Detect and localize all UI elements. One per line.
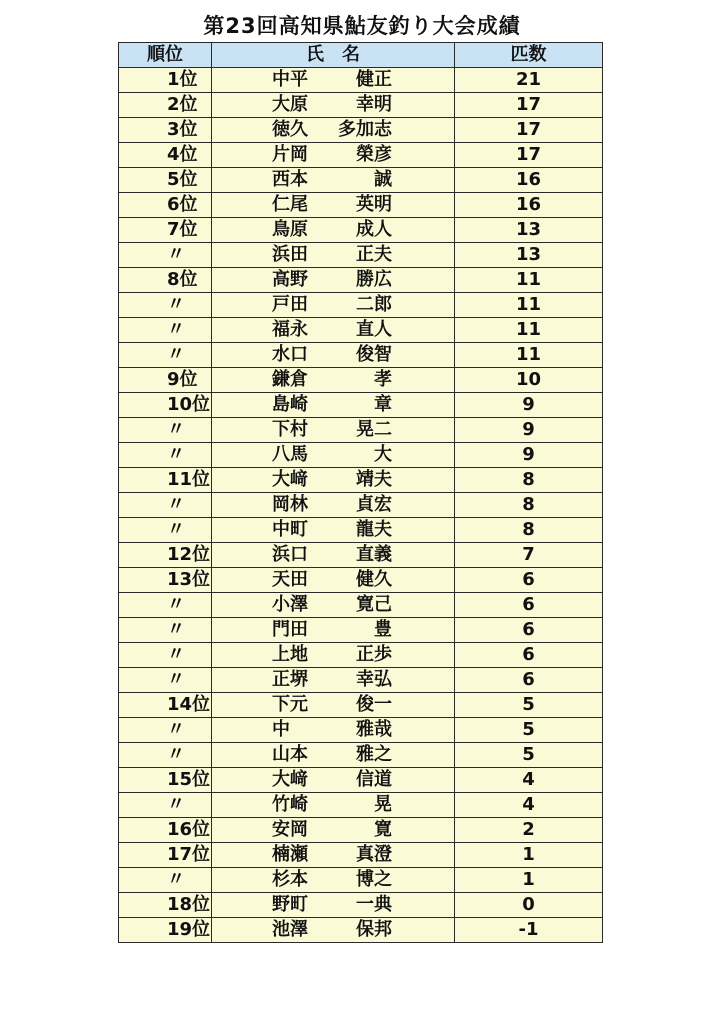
participant-name: [272, 643, 392, 667]
participant-name: [272, 743, 392, 767]
table-row: [119, 893, 603, 918]
table-row: [119, 93, 603, 118]
count-cell: 7: [455, 543, 603, 568]
name-cell: [212, 343, 455, 368]
given-name: 多加志: [338, 119, 392, 140]
count-cell: 11: [455, 268, 603, 293]
family-name: 鳥原: [272, 219, 308, 240]
table-row: [119, 743, 603, 768]
family-name: 楠瀬: [272, 844, 308, 865]
given-name: 博之: [356, 869, 392, 890]
family-name: 中: [272, 719, 290, 740]
table-row: [119, 218, 603, 243]
given-name: 龍夫: [356, 519, 392, 540]
rank-cell: 〃: [119, 343, 212, 368]
count-cell: 9: [455, 443, 603, 468]
name-cell: [212, 393, 455, 418]
participant-name: [272, 293, 392, 317]
participant-name: [272, 493, 392, 517]
table-row: [119, 443, 603, 468]
participant-name: [272, 193, 392, 217]
family-name: 大﨑: [272, 469, 308, 490]
name-cell: [212, 843, 455, 868]
count-cell: 6: [455, 618, 603, 643]
given-name: 豊: [374, 619, 392, 640]
table-row: [119, 843, 603, 868]
rank-cell: 〃: [119, 318, 212, 343]
name-cell: [212, 543, 455, 568]
participant-name: [272, 718, 392, 742]
name-cell: [212, 568, 455, 593]
count-cell: 1: [455, 843, 603, 868]
results-table: [118, 42, 603, 943]
count-cell: 2: [455, 818, 603, 843]
given-name: 寛己: [356, 594, 392, 615]
family-name: 島崎: [272, 394, 308, 415]
family-name: 大﨑: [272, 769, 308, 790]
count-cell: -1: [455, 918, 603, 943]
table-row: [119, 918, 603, 943]
table-row: [119, 643, 603, 668]
given-name: 健正: [356, 69, 392, 90]
rank-cell: 4位: [119, 143, 212, 168]
table-row: [119, 493, 603, 518]
rank-cell: 8位: [119, 268, 212, 293]
rank-cell: 〃: [119, 718, 212, 743]
rank-cell: 15位: [119, 768, 212, 793]
participant-name: [272, 568, 392, 592]
participant-name: [272, 393, 392, 417]
table-row: [119, 193, 603, 218]
name-cell: [212, 693, 455, 718]
table-row: [119, 68, 603, 93]
count-cell: 6: [455, 643, 603, 668]
participant-name: [272, 343, 392, 367]
participant-name: [272, 868, 392, 892]
table-row: [119, 793, 603, 818]
rank-cell: 〃: [119, 743, 212, 768]
count-cell: 0: [455, 893, 603, 918]
name-cell: [212, 243, 455, 268]
given-name: 保邦: [356, 919, 392, 940]
header-count: 匹数: [455, 43, 603, 68]
given-name: 寛: [374, 819, 392, 840]
participant-name: [272, 693, 392, 717]
participant-name: [272, 118, 392, 142]
family-name: 野町: [272, 894, 308, 915]
table-row: [119, 293, 603, 318]
rank-cell: 13位: [119, 568, 212, 593]
family-name: 竹崎: [272, 794, 308, 815]
given-name: 正歩: [356, 644, 392, 665]
table-row: [119, 268, 603, 293]
name-cell: [212, 93, 455, 118]
table-row: [119, 518, 603, 543]
participant-name: [272, 168, 392, 192]
participant-name: [272, 418, 392, 442]
participant-name: [272, 468, 392, 492]
family-name: 八馬: [272, 444, 308, 465]
family-name: 西本: [272, 169, 308, 190]
given-name: 健久: [356, 569, 392, 590]
family-name: 山本: [272, 744, 308, 765]
name-cell: [212, 368, 455, 393]
participant-name: [272, 143, 392, 167]
participant-name: [272, 768, 392, 792]
given-name: 雅哉: [356, 719, 392, 740]
family-name: 天田: [272, 569, 308, 590]
name-cell: [212, 818, 455, 843]
table-row: [119, 693, 603, 718]
given-name: 大: [374, 444, 392, 465]
name-cell: [212, 118, 455, 143]
count-cell: 11: [455, 293, 603, 318]
rank-cell: 12位: [119, 543, 212, 568]
name-cell: [212, 193, 455, 218]
rank-cell: 〃: [119, 518, 212, 543]
given-name: 信道: [356, 769, 392, 790]
table-row: [119, 818, 603, 843]
rank-cell: 10位: [119, 393, 212, 418]
rank-cell: 6位: [119, 193, 212, 218]
family-name: 徳久: [272, 119, 308, 140]
rank-cell: 〃: [119, 293, 212, 318]
given-name: 雅之: [356, 744, 392, 765]
participant-name: [272, 368, 392, 392]
table-row: [119, 568, 603, 593]
name-cell: [212, 868, 455, 893]
name-cell: [212, 518, 455, 543]
count-cell: 16: [455, 193, 603, 218]
given-name: 一典: [356, 894, 392, 915]
count-cell: 8: [455, 468, 603, 493]
name-cell: [212, 893, 455, 918]
family-name: 池澤: [272, 919, 308, 940]
rank-cell: 19位: [119, 918, 212, 943]
given-name: 俊智: [356, 344, 392, 365]
table-row: [119, 468, 603, 493]
given-name: 直義: [356, 544, 392, 565]
count-cell: 13: [455, 218, 603, 243]
family-name: 水口: [272, 344, 308, 365]
participant-name: [272, 593, 392, 617]
rank-cell: 16位: [119, 818, 212, 843]
participant-name: [272, 793, 392, 817]
given-name: 貞宏: [356, 494, 392, 515]
rank-cell: 〃: [119, 643, 212, 668]
family-name: 杉本: [272, 869, 308, 890]
rank-cell: 〃: [119, 593, 212, 618]
family-name: 小澤: [272, 594, 308, 615]
name-cell: [212, 618, 455, 643]
participant-name: [272, 518, 392, 542]
count-cell: 5: [455, 743, 603, 768]
table-row: [119, 168, 603, 193]
count-cell: 6: [455, 668, 603, 693]
rank-cell: 5位: [119, 168, 212, 193]
family-name: 鎌倉: [272, 369, 308, 390]
rank-cell: 3位: [119, 118, 212, 143]
participant-name: [272, 93, 392, 117]
rank-cell: 7位: [119, 218, 212, 243]
name-cell: [212, 143, 455, 168]
participant-name: [272, 618, 392, 642]
rank-cell: 〃: [119, 618, 212, 643]
participant-name: [272, 918, 392, 942]
given-name: 俊一: [356, 694, 392, 715]
family-name: 戸田: [272, 294, 308, 315]
given-name: 榮彦: [356, 144, 392, 165]
family-name: 福永: [272, 319, 308, 340]
participant-name: [272, 218, 392, 242]
count-cell: 9: [455, 418, 603, 443]
table-row: [119, 618, 603, 643]
given-name: 幸明: [356, 94, 392, 115]
count-cell: 17: [455, 93, 603, 118]
table-row: [119, 393, 603, 418]
rank-cell: 14位: [119, 693, 212, 718]
count-cell: 8: [455, 518, 603, 543]
count-cell: 1: [455, 868, 603, 893]
page-title: 第23回高知県鮎友釣り大会成績: [203, 14, 521, 38]
count-cell: 5: [455, 693, 603, 718]
name-cell: [212, 768, 455, 793]
family-name: 中平: [272, 69, 308, 90]
name-cell: [212, 468, 455, 493]
participant-name: [272, 668, 392, 692]
name-cell: [212, 293, 455, 318]
family-name: 片岡: [272, 144, 308, 165]
given-name: 靖夫: [356, 469, 392, 490]
rank-cell: 〃: [119, 243, 212, 268]
rank-cell: 〃: [119, 793, 212, 818]
given-name: 真澄: [356, 844, 392, 865]
family-name: 下村: [272, 419, 308, 440]
given-name: 直人: [356, 319, 392, 340]
participant-name: [272, 268, 392, 292]
family-name: 正堺: [272, 669, 308, 690]
count-cell: 17: [455, 118, 603, 143]
rank-cell: 18位: [119, 893, 212, 918]
name-cell: [212, 168, 455, 193]
given-name: 勝広: [356, 269, 392, 290]
count-cell: 21: [455, 68, 603, 93]
name-cell: [212, 643, 455, 668]
name-cell: [212, 418, 455, 443]
given-name: 正夫: [356, 244, 392, 265]
name-cell: [212, 793, 455, 818]
table-row: [119, 343, 603, 368]
family-name: 門田: [272, 619, 308, 640]
family-name: 安岡: [272, 819, 308, 840]
name-cell: [212, 593, 455, 618]
given-name: 晃二: [356, 419, 392, 440]
name-cell: [212, 918, 455, 943]
rank-cell: 〃: [119, 418, 212, 443]
family-name: 浜田: [272, 244, 308, 265]
rank-cell: 11位: [119, 468, 212, 493]
name-cell: [212, 743, 455, 768]
participant-name: [272, 243, 392, 267]
given-name: 誠: [374, 169, 392, 190]
results-body: [119, 68, 603, 943]
rank-cell: 〃: [119, 443, 212, 468]
count-cell: 10: [455, 368, 603, 393]
count-cell: 16: [455, 168, 603, 193]
rank-cell: 1位: [119, 68, 212, 93]
header-name: 氏 名: [212, 43, 455, 68]
table-row: [119, 418, 603, 443]
count-cell: 17: [455, 143, 603, 168]
header-rank: 順位: [119, 43, 212, 68]
given-name: 孝: [374, 369, 392, 390]
table-row: [119, 143, 603, 168]
family-name: 高野: [272, 269, 308, 290]
table-row: [119, 368, 603, 393]
name-cell: [212, 493, 455, 518]
family-name: 中町: [272, 519, 308, 540]
family-name: 上地: [272, 644, 308, 665]
table-row: [119, 543, 603, 568]
name-cell: [212, 318, 455, 343]
participant-name: [272, 843, 392, 867]
table-row: [119, 243, 603, 268]
count-cell: 6: [455, 568, 603, 593]
count-cell: 9: [455, 393, 603, 418]
rank-cell: 〃: [119, 868, 212, 893]
given-name: 成人: [356, 219, 392, 240]
participant-name: [272, 893, 392, 917]
table-row: [119, 318, 603, 343]
count-cell: 6: [455, 593, 603, 618]
table-row: [119, 718, 603, 743]
count-cell: 8: [455, 493, 603, 518]
participant-name: [272, 443, 392, 467]
header-row: [119, 43, 603, 68]
rank-cell: 9位: [119, 368, 212, 393]
given-name: 二郎: [356, 294, 392, 315]
given-name: 幸弘: [356, 669, 392, 690]
family-name: 大原: [272, 94, 308, 115]
rank-cell: 17位: [119, 843, 212, 868]
name-cell: [212, 68, 455, 93]
table-row: [119, 668, 603, 693]
count-cell: 4: [455, 793, 603, 818]
table-row: [119, 868, 603, 893]
name-cell: [212, 268, 455, 293]
table-row: [119, 768, 603, 793]
family-name: 浜口: [272, 544, 308, 565]
family-name: 岡林: [272, 494, 308, 515]
table-row: [119, 118, 603, 143]
count-cell: 11: [455, 318, 603, 343]
participant-name: [272, 318, 392, 342]
count-cell: 5: [455, 718, 603, 743]
count-cell: 4: [455, 768, 603, 793]
given-name: 晃: [374, 794, 392, 815]
family-name: 下元: [272, 694, 308, 715]
count-cell: 11: [455, 343, 603, 368]
name-cell: [212, 668, 455, 693]
table-row: [119, 593, 603, 618]
rank-cell: 〃: [119, 668, 212, 693]
given-name: 章: [374, 394, 392, 415]
participant-name: [272, 543, 392, 567]
rank-cell: 2位: [119, 93, 212, 118]
family-name: 仁尾: [272, 194, 308, 215]
given-name: 英明: [356, 194, 392, 215]
participant-name: [272, 818, 392, 842]
name-cell: [212, 218, 455, 243]
count-cell: 13: [455, 243, 603, 268]
rank-cell: 〃: [119, 493, 212, 518]
name-cell: [212, 443, 455, 468]
participant-name: [272, 68, 392, 92]
name-cell: [212, 718, 455, 743]
